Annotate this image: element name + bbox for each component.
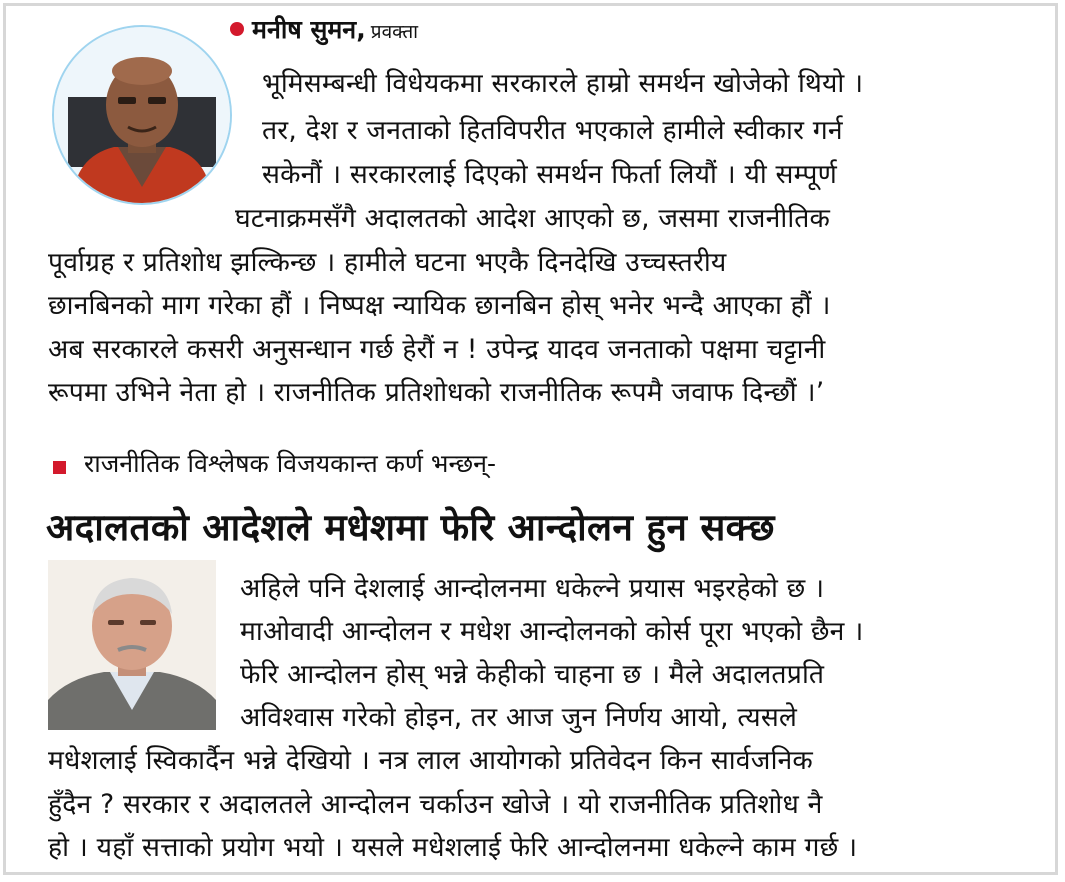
speaker2-line: हुँदैन ? सरकार र अदालतले आन्दोलन चर्काउन खोजे । यो राजनीतिक प्रतिशोध नै [48, 789, 823, 820]
speaker2-line: हो । यहाँ सत्ताको प्रयोग भयो । यसले मधेशलाई फेरि आन्दोलनमा धकेल्ने काम गर्छ । [48, 832, 858, 863]
speaker2-photo [48, 560, 216, 730]
speaker2-portrait-icon [48, 560, 216, 730]
speaker1-heading: मनीष सुमन, प्रवक्ता [252, 15, 419, 44]
speaker2-line: माओवादी आन्दोलन र मधेश आन्दोलनको कोर्स पूरा भएको छैन । [240, 616, 864, 647]
speaker1-line: पूर्वाग्रह र प्रतिशोध झल्किन्छ । हामीले घटना भएकै दिनदेखि उच्चस्तरीय [48, 247, 727, 278]
speaker1-line: रूपमा उभिने नेता हो । राजनीतिक प्रतिशोधको राजनीतिक रूपमै जवाफ दिन्छौं ।’ [48, 377, 825, 408]
speaker2-line: अहिले पनि देशलाई आन्दोलनमा धकेल्ने प्रयास भइरहेको छ । [240, 573, 825, 604]
speaker1-line: अब सरकारले कसरी अनुसन्धान गर्छ हेरौं न ! उपेन्द्र यादव जनताको पक्षमा चट्टानी [48, 334, 826, 365]
speaker1-name: मनीष सुमन [252, 15, 357, 44]
speaker1-line: सकेनौं । सरकारलाई दिएको समर्थन फिर्ता लियौं । यी सम्पूर्ण [262, 159, 837, 190]
speaker1-photo [52, 25, 232, 205]
speaker1-role: प्रवक्ता [370, 21, 419, 43]
speaker1-portrait-icon [54, 27, 230, 203]
speaker2-line: मधेशलाई स्विकार्दैन भन्ने देखियो । नत्र लाल आयोगको प्रतिवेदन किन सार्वजनिक [48, 745, 813, 776]
speaker1-line: भूमिसम्बन्धी विधेयकमा सरकारले हाम्रो समर्थन खोजेको थियो । [262, 68, 864, 99]
speaker1-line: छानबिनको माग गरेका हौं । निष्पक्ष न्यायिक छानबिन होस् भनेर भन्दै आएका हौं । [48, 290, 831, 321]
speaker2-line: फेरि आन्दोलन होस् भन्ने केहीको चाहना छ । मैले अदालतप्रति [240, 659, 825, 690]
speaker2-line: अविश्वास गरेको होइन, तर आज जुन निर्णय आयो, त्यसले [240, 702, 798, 733]
headline: अदालतको आदेशले मधेशमा फेरि आन्दोलन हुन सक्छ [46, 506, 775, 549]
speaker1-line: तर, देश र जनताको हितविपरीत भएकाले हामीले स्वीकार गर्न [262, 115, 843, 146]
speaker1-line: घटनाक्रमसँगै अदालतको आदेश आएको छ, जसमा राजनीतिक [235, 203, 831, 234]
speaker2-intro: राजनीतिक विश्लेषक विजयकान्त कर्ण भन्छन्- [84, 449, 497, 478]
bullet-square-icon [53, 461, 66, 474]
bullet-dot-icon [230, 22, 244, 36]
